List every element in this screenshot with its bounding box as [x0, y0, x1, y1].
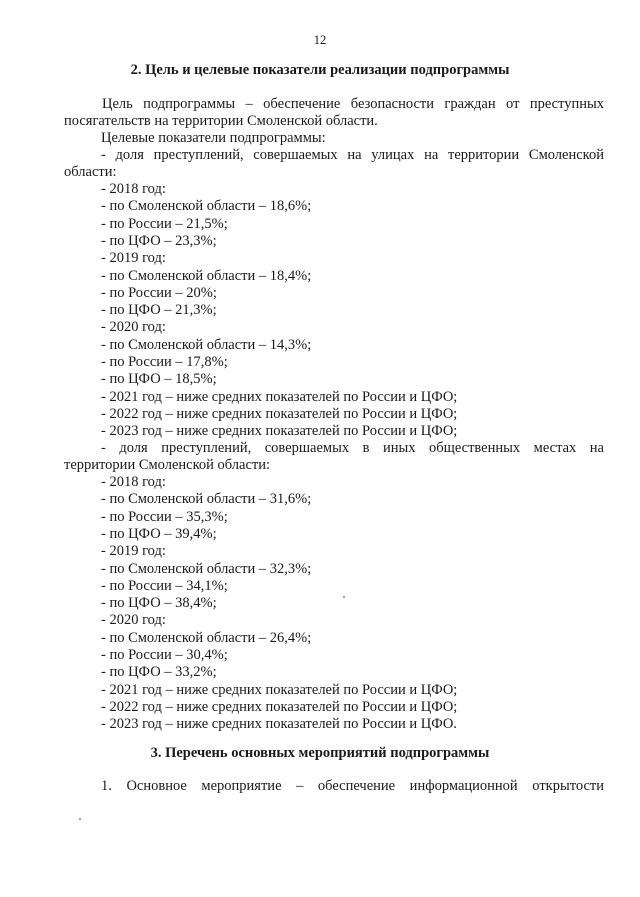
list-item: - по России – 34,1%;: [101, 577, 228, 594]
goal-line: посягательств на территории Смоленской области.: [64, 113, 378, 129]
indicator-heading: территории Смоленской области:: [64, 457, 271, 473]
list-item: - 2019 год:: [101, 543, 166, 560]
indicator-heading: - доля преступлений, совершаемых в иных общественных местах на: [101, 440, 604, 456]
scan-speck: [343, 596, 345, 598]
section-heading: 3. Перечень основных мероприятий подпрограммы: [150, 745, 490, 761]
list-item: - 2022 год – ниже средних показателей по России и ЦФО;: [101, 405, 458, 422]
targets-heading: Целевые показатели подпрограммы:: [101, 130, 326, 146]
goal-line: Цель подпрограммы – обеспечение безопасности граждан от преступных: [102, 96, 604, 112]
goal-paragraph: [64, 96, 604, 113]
list-item: - по России – 30,4%;: [101, 647, 228, 663]
list-item: - 2018 год:: [101, 181, 166, 197]
list-item: - 2021 год – ниже средних показателей по России и ЦФО;: [101, 388, 458, 405]
list-item: - по ЦФО – 18,5%;: [101, 371, 217, 388]
list-item: - 2021 год – ниже средних показателей по России и ЦФО;: [101, 681, 458, 698]
list-item: - 2020 год:: [101, 319, 166, 336]
list-item: - 2023 год – ниже средних показателей по России и ЦФО.: [101, 716, 457, 733]
list-item: - по Смоленской области – 18,4%;: [101, 267, 312, 284]
list-item: - по ЦФО – 39,4%;: [101, 525, 217, 542]
list-item: - по Смоленской области – 14,3%;: [101, 336, 312, 353]
list-item: - по России – 17,8%;: [101, 354, 228, 370]
page-number: 12: [313, 33, 327, 47]
list-item: - 2018 год:: [101, 474, 166, 490]
section-heading: 2. Цель и целевые показатели реализации подпрограммы: [130, 62, 510, 78]
list-item: - по ЦФО – 21,3%;: [101, 302, 217, 319]
list-item: - по Смоленской области – 18,6%;: [101, 198, 312, 215]
list-item: - по Смоленской области – 26,4%;: [101, 629, 312, 646]
list-item: - 2023 год – ниже средних показателей по России и ЦФО;: [101, 423, 458, 440]
list-item: 1. Основное мероприятие – обеспечение информационной открытости: [101, 778, 604, 794]
indicator-heading: области:: [64, 164, 117, 180]
list-item: - по России – 20%;: [101, 284, 217, 301]
list-item: - по ЦФО – 38,4%;: [101, 595, 217, 612]
list-item: - по ЦФО – 23,3%;: [101, 232, 217, 249]
scan-speck: [79, 818, 81, 820]
list-item: - по России – 35,3%;: [101, 508, 228, 525]
indicator-heading: - доля преступлений, совершаемых на улицах на территории Смоленской: [101, 147, 604, 163]
list-item: - 2022 год – ниже средних показателей по России и ЦФО;: [101, 698, 458, 715]
list-item: - по ЦФО – 33,2%;: [101, 664, 217, 681]
list-item: - по России – 21,5%;: [101, 215, 228, 232]
list-item: - по Смоленской области – 32,3%;: [101, 560, 312, 577]
list-item: - 2020 год:: [101, 612, 166, 629]
list-item: - по Смоленской области – 31,6%;: [101, 491, 312, 508]
list-item: - 2019 год:: [101, 250, 166, 267]
